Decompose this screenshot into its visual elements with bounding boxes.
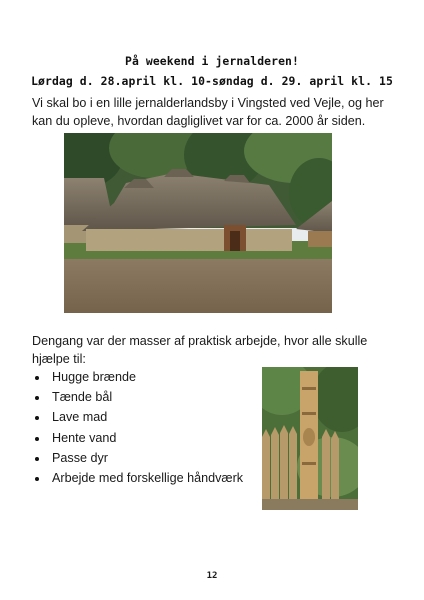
task-label: Lave mad [52, 410, 108, 425]
task-label: Hugge brænde [52, 370, 137, 384]
intro-paragraph: Vi skal bo i en lille jernalderlandsby i Vingsted ved Vejle, og her kan du opleve, hvordan dagliglivet var for ca. 2000 år siden. [32, 96, 384, 128]
list-item [32, 449, 243, 469]
bullet-icon [35, 437, 39, 441]
carved-pole-photo [262, 367, 358, 510]
task-list [32, 368, 243, 489]
bullet-icon [35, 396, 39, 400]
task-label: Arbejde med forskellige håndværk [52, 470, 244, 485]
bullet-icon [35, 477, 39, 481]
bullet-icon [35, 457, 39, 461]
list-item [32, 368, 243, 388]
iron-age-village-photo [64, 133, 332, 313]
task-label: Passe dyr [52, 450, 108, 465]
list-item [32, 429, 243, 449]
page-number: 12 [206, 571, 218, 581]
list-item [32, 408, 243, 428]
task-label: Tænde bål [52, 390, 113, 405]
bullet-icon [35, 416, 39, 420]
list-item [32, 469, 243, 489]
list-item [32, 388, 243, 408]
page-title: På weekend i jernalderen! [125, 54, 299, 68]
event-date-line: Lørdag d. 28.april kl. 10-søndag d. 29. april kl. 15 [31, 74, 393, 88]
bullet-icon [35, 376, 39, 380]
task-label: Hente vand [52, 430, 117, 445]
work-intro-paragraph: Dengang var der masser af praktisk arbejde, hvor alle skulle hjælpe til: [32, 334, 368, 366]
